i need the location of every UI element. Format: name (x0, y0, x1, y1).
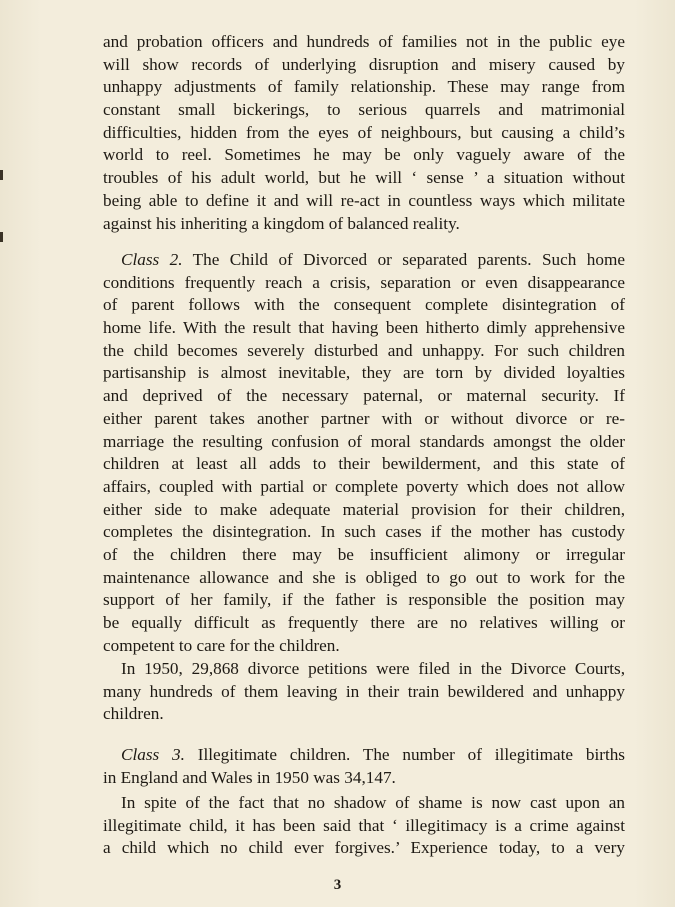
text-line: being able to define it and will re-act in countless ways which militate (103, 190, 625, 210)
text-line: conditions frequently reach a crisis, separation or even disappearance (103, 272, 625, 292)
text-line: either side to make adequate material provision for their children, (103, 499, 625, 519)
paragraph-class-3 (103, 744, 625, 789)
text-line: competent to care for the children. (103, 635, 340, 655)
paragraph-class-2 (103, 249, 625, 657)
text-line: of the children there may be insufficient alimony or irregular (103, 544, 625, 564)
text-line: either parent takes another partner with or without divorce or re- (103, 408, 625, 428)
text-line: home life. With the result that having been hitherto dimly apprehensive (103, 318, 625, 338)
text-line: a child which no child ever forgives.’ Experience today, to a very (103, 838, 625, 858)
text-line: In spite of the fact that no shadow of shame is now cast upon an (121, 793, 625, 812)
text-line (103, 249, 625, 272)
text-line: partisanship is almost inevitable, they are torn by divided loyalties (103, 363, 625, 383)
text-line: will show records of underlying disruption and misery caused by (103, 54, 625, 74)
page-edge-mark (0, 170, 3, 180)
text-line: in England and Wales in 1950 was 34,147. (103, 767, 396, 787)
text-line: completes the disintegration. In such cases if the mother has custody (103, 522, 625, 542)
text-line: children at least all adds to their bewilderment, and this state of (103, 454, 625, 474)
text-line: and probation officers and hundreds of families not in the public eye (103, 32, 625, 51)
text-line: marriage the resulting confusion of moral standards amongst the older (103, 431, 625, 451)
text-line: maintenance allowance and she is obliged to go out to work for the (103, 567, 625, 587)
text-line: be equally difficult as frequently there are no relatives willing or (103, 613, 625, 632)
paragraph-divorce-statistics (103, 658, 625, 726)
text-line: world to reel. Sometimes he may be only vaguely aware of the (103, 145, 625, 165)
paragraph-family-relationship (103, 31, 625, 235)
text-line (103, 744, 625, 767)
text-line: support of her family, if the father is responsible the position may (103, 590, 625, 610)
text-line: and deprived of the necessary paternal, or maternal security. If (103, 386, 625, 406)
text-line: unhappy adjustments of family relationship. These may range from (103, 77, 625, 97)
text-line: illegitimate child, it has been said that ‘ illegitimacy is a crime against (103, 815, 625, 835)
class-2-heading-text: The Child of Divorced or separated parents. Such home (192, 250, 625, 269)
text-line: children. (103, 704, 164, 724)
text-line: In 1950, 29,868 divorce petitions were filed in the Divorce Courts, (121, 659, 625, 678)
text-line: against his inheriting a kingdom of balanced reality. (103, 213, 460, 233)
class-3-label: Class 3. (121, 745, 185, 764)
paragraph-illegitimacy (103, 792, 625, 860)
text-line: constant small bickerings, to serious quarrels and matrimonial (103, 100, 625, 120)
text-line: difficulties, hidden from the eyes of neighbours, but causing a child’s (103, 122, 625, 142)
text-line: the child becomes severely disturbed and unhappy. For such children (103, 340, 625, 360)
page-number: 3 (333, 877, 342, 893)
class-3-heading-text: Illegitimate children. The number of illegitimate births (197, 745, 626, 764)
page-edge-mark (0, 232, 3, 242)
text-line: affairs, coupled with partial or complete poverty which does not allow (103, 476, 625, 496)
text-line: many hundreds of them leaving in their train bewildered and unhappy (103, 681, 625, 701)
text-line: troubles of his adult world, but he will ‘ sense ’ a situation without (103, 168, 625, 188)
class-2-label: Class 2. (121, 250, 183, 269)
text-line: of parent follows with the consequent complete disintegration of (103, 295, 625, 315)
